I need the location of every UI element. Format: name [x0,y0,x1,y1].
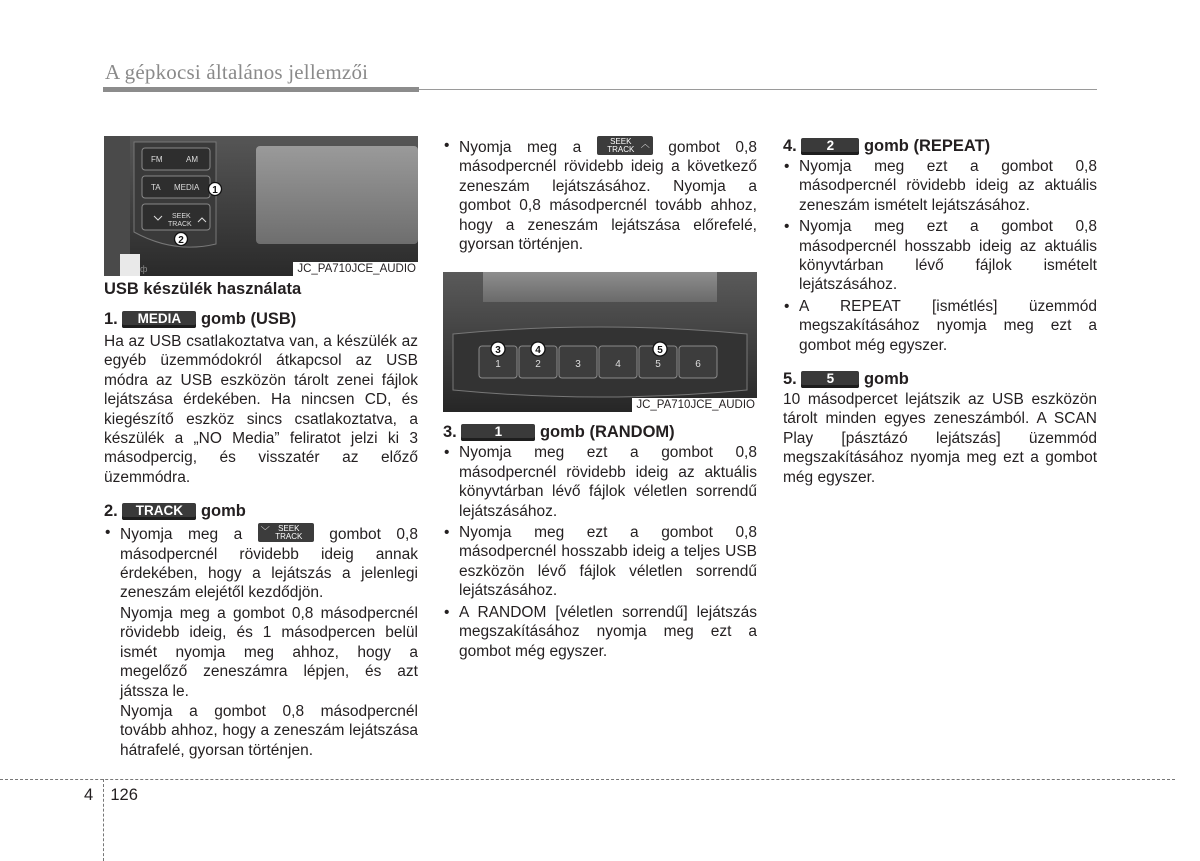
preset-2-button-badge: 2 [801,138,859,155]
section-4-heading: 4. 2 gomb (REPEAT) [783,137,991,155]
column-2 [443,136,757,661]
media-label: MEDIA [174,183,200,192]
section-3-heading: 3. 1 gomb (RANDOM) [443,423,675,442]
section-3-bullet-1: • Nyomja meg ezt a gombot 0,8 másodpercnél rövidebb ideig az aktuális könyvtárban lévő fájlok véletlen sorrendű lejátszásához. [443,443,757,521]
callout-2: 2 [178,235,184,246]
audio-panel-illustration [104,136,418,276]
callout-3: 3 [495,345,501,357]
preset-3-label: 3 [575,359,581,371]
section-2-bullet: • Nyomja meg a ﹀ SEEK TRACK gombot 0,8 másodpercnél rövidebb ideig annak érdekében, hogy a lejátszás a jelenlegi zeneszám elejétől kezdődjön. [104,523,418,603]
section-4-bullet-2: • Nyomja meg ezt a gombot 0,8 másodpercnél hosszabb ideig az aktuális könyvtárban lévő fájlok ismételt lejátszásához. [783,217,1097,295]
section-4-bullet-1: • Nyomja meg ezt a gombot 0,8 másodpercnél rövidebb ideig az aktuális zeneszám ismételt lejátszásához. [783,157,1097,215]
section-2-para-2: Nyomja meg a gombot 0,8 másodpercnél rövidebb ideig, és 1 másodpercen belül ismét nyomja meg ahhoz, hogy a megelőző zeneszámra lépjen, és azt játssza le. [120,604,418,700]
callout-4: 4 [535,345,541,357]
ta-label: TA [151,183,161,192]
footer-dashed-rule [0,779,1175,780]
preset-6-label: 6 [695,359,701,371]
column-1 [104,136,418,760]
preset-1-label: 1 [495,359,501,371]
page-number: 4 126 [84,786,138,804]
photo-caption: JC_PA710JCE_AUDIO [293,262,418,276]
seek-up-bullet: • Nyomja meg a SEEK TRACK ︿ gombot 0,8 másodpercnél rövidebb ideig a következő zeneszám lejátszásához. Nyomja a gombot 0,8 másodpercnél tovább ahhoz, hogy a zeneszám lejátszása előrefelé, gyorsan történjen. [443,136,757,254]
section-2-para-3: Nyomja a gombot 0,8 másodpercnél tovább ahhoz, hogy a zeneszám lejátszása hátrafelé, gyorsan történjen. [120,702,418,759]
column-3 [783,136,1097,487]
track-label: TRACK [168,221,192,228]
page-header-title: A gépkocsi általános jellemzői [105,60,369,84]
track-button-badge: TRACK [122,503,196,520]
section-5-heading: 5. 5 gomb [783,370,909,389]
preset-buttons-illustration [443,272,757,412]
fm-label: FM [151,155,163,164]
section-3-bullet-2: • Nyomja meg ezt a gombot 0,8 másodpercnél hosszabb ideig a teljes USB eszközön lévő fájlok véletlen sorrendű lejátszásához. [443,523,757,601]
section-5-text: 10 másodpercet lejátszik az USB eszközön tárolt minden egyes zeneszámból. A SCAN Play [pásztázó lejátszás] üzemmód megszakításához nyomja meg ezt a gombot még egyszer. [783,391,1097,486]
section-3-bullet-3: • A RANDOM [véletlen sorrendű] lejátszás megszakításához nyomja meg ezt a gombot még egyszer. [443,603,757,661]
preset-5-button-badge: 5 [801,371,859,388]
seek-track-up-icon: SEEK TRACK ︿ [597,136,653,155]
preset-5-label: 5 [655,359,661,371]
preset-4-label: 4 [615,359,621,371]
audio-panel-photo [104,136,418,276]
section-2-heading: 2. TRACK gomb [104,502,246,521]
am-label: AM [186,155,198,164]
preset-1-button-badge: 1 [461,424,535,441]
media-button-badge: MEDIA [122,311,196,328]
photo-caption: JC_PA710JCE_AUDIO [632,398,757,412]
seek-track-down-icon: ﹀ SEEK TRACK [258,523,314,542]
usb-heading: USB készülék használata [104,280,302,298]
callout-5: 5 [657,345,663,357]
seek-label: SEEK [172,213,191,220]
section-1-heading: 1. MEDIA gomb (USB) [104,310,297,328]
section-4-bullet-3: • A REPEAT [ismétlés] üzemmód megszakításához nyomja meg ezt a gombot még egyszer. [783,297,1097,355]
section-1-text: Ha az USB csatlakoztatva van, a készülék az egyéb üzemmódokról átkapcsol az USB módra az USB eszközön tárolt zenei fájlok lejátszása érdekében. Ha nincsen CD, és kiegészítő eszköz sincs csatlakoztatva, a készülék a „NO Media” feliratot jelzi ki 3 másodpercig, és visszatér az előző üzemmódra. [104,333,418,486]
preset-buttons-photo [443,272,757,412]
svg-text:ф: ф [140,264,148,274]
header-rule-thin [419,89,1097,90]
header-rule [103,87,419,92]
callout-1: 1 [212,185,218,196]
preset-2-label: 2 [535,359,541,371]
